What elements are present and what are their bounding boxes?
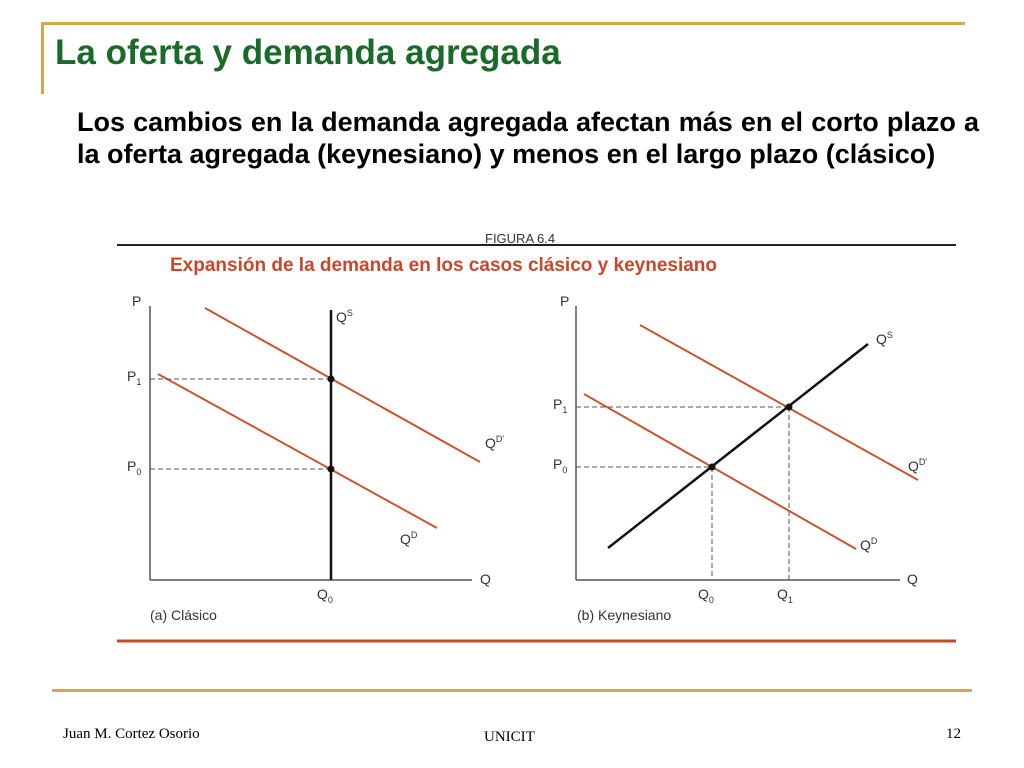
frame-left-rule [41,22,44,94]
panel-b-x-axis-label: Q [907,571,918,587]
slide-title: La oferta y demanda agregada [55,33,561,72]
panel-a-q0-label: $Q_0$ [317,586,333,605]
panel-b-demand-curve [584,394,856,549]
panel-a-p1-label: $P_1$ [127,368,142,387]
panel-b-q1-label: $Q_1$ [777,586,793,605]
figure-6-4 [110,226,960,646]
panel-b-demand-shifted-curve [640,325,918,480]
panel-b-p1-label: $P_1$ [553,396,568,415]
panel-a-demand-shifted-curve [205,308,480,462]
panel-b-demand-shift-label: $Q^{D'}$ [908,457,928,474]
panel-b-demand-label: $Q^D$ [860,536,878,553]
slide-body-text: Los cambios en la demanda agregada afectan más en el corto plazo a la oferta agregada (keynesiano) y menos en el largo plazo (clásico) [77,107,979,169]
footer-author: Juan M. Cortez Osorio [63,726,200,742]
panel-a-y-axis-label: P [132,293,142,309]
panel-b-supply-label: $Q^S$ [876,330,893,347]
panel-a-equilibrium-initial [328,466,335,473]
panel-a-demand-label: $Q^D$ [400,530,418,547]
panel-b-caption: (b) Keynesiano [577,607,672,623]
panel-keynesian [553,293,927,623]
figure-heading: Expansión de la demanda en los casos clásico y keynesiano [170,255,718,276]
panel-a-p0-label: $P_0$ [127,458,142,477]
panel-b-y-axis-label: P [560,293,570,309]
footer-page-number: 12 [946,726,961,742]
panel-b-p0-label: $P_0$ [553,456,568,475]
panel-a-caption: (a) Clásico [150,607,217,623]
panel-b-equilibrium-new [786,404,793,411]
panel-a-supply-label: $Q^S$ [336,308,353,325]
panel-b-equilibrium-initial [709,464,716,471]
figure-label: FIGURA 6.4 [485,231,556,246]
panel-a-x-axis-label: Q [480,571,491,587]
panel-a-equilibrium-new [328,376,335,383]
panel-b-q0-label: $Q_0$ [698,586,714,605]
footer-institution: UNICIT [484,729,535,745]
panel-classic [127,293,504,623]
frame-top-rule [41,22,965,25]
frame-bottom-rule [52,689,972,692]
panel-b-supply-curve [608,344,868,548]
panel-a-demand-shift-label: $Q^{D'}$ [485,434,505,451]
panel-a-demand-curve [158,374,437,528]
